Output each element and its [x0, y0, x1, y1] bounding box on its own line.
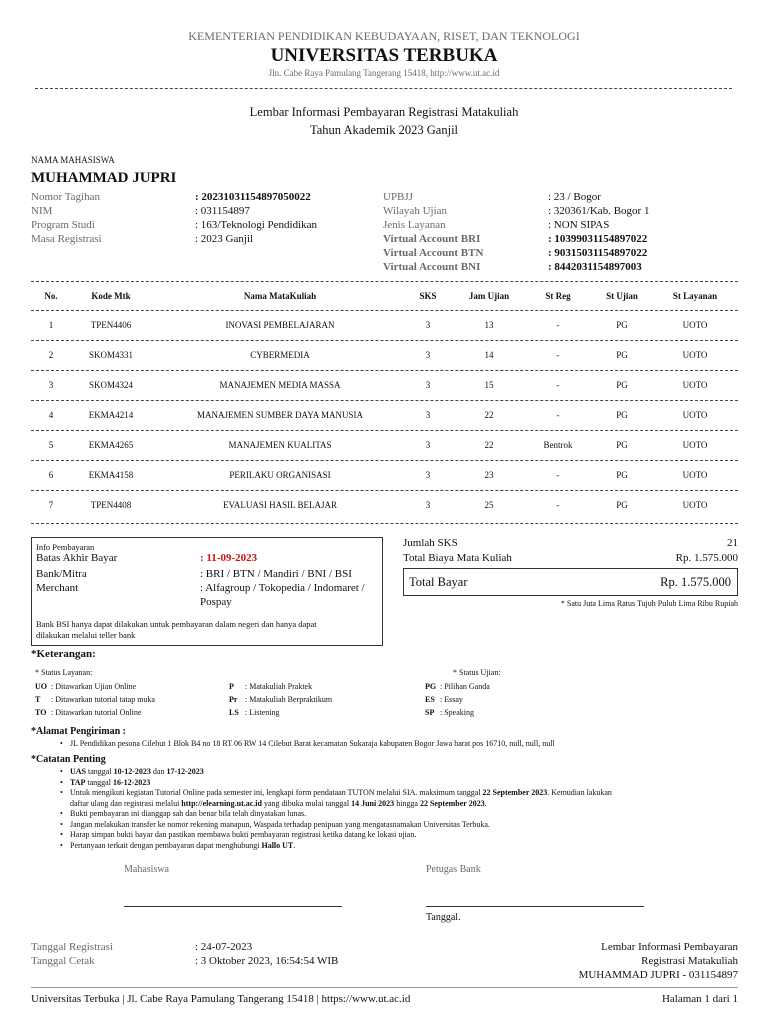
- legend-code: LS: [229, 708, 239, 717]
- university-address: Jln. Cabe Raya Pamulang Tangerang 15418, http://www.ut.ac.id: [268, 68, 500, 78]
- note-date: 22 September 2023: [482, 788, 548, 797]
- note-valid-receipt: • Bukti pembayaran ini dianggap sah dan benar bila telah dinyatakan lunas.: [58, 809, 748, 820]
- cell-exam-hour: 13: [484, 320, 494, 330]
- note-tuton: [58, 788, 748, 809]
- cell-course-name: CYBERMEDIA: [250, 350, 310, 360]
- info-label: Nomor Tagihan: [31, 191, 100, 203]
- legend-text: : Pilihan Ganda: [440, 682, 490, 691]
- note-text: daftar ulang dan registrasi melalui: [70, 798, 182, 808]
- th-reg-status: St Reg: [545, 291, 571, 301]
- note-text: . Kemudian lakukan: [547, 788, 612, 797]
- info-value-program: : 163/Teknologi Pendidikan: [195, 219, 318, 231]
- cell-exam-hour: 14: [484, 350, 494, 360]
- cell-sks: 3: [425, 440, 431, 450]
- student-name: MUHAMMAD JUPRI: [31, 170, 177, 186]
- cell-exam-hour: 23: [484, 470, 494, 480]
- footer-address: Universitas Terbuka | Jl. Cabe Raya Pamulang Tangerang 15418 | https://www.ut.ac.id: [31, 993, 411, 1005]
- student-signature-line: [124, 906, 342, 907]
- note-text: Pertanyaan terkait dengan pembayaran dapat menghubungi: [70, 840, 262, 850]
- legend-text: : Speaking: [440, 708, 474, 717]
- cell-exam-status: PG: [616, 500, 628, 510]
- cell-code: TPEN4406: [90, 320, 132, 330]
- note-fraud-warning: • Jangan melakukan transfer ke nomor rekening manapun, Waspada terhadap penipuan yang mengatasnamakan Universitas Terbuka.: [58, 820, 748, 831]
- service-status-title: * Status Layanan:: [35, 668, 93, 677]
- note-text: Untuk mengikuti kegiatan Tutorial Online pada semester ini, lengkapi form pendataan TUTON melalui SIA. maksimum tanggal: [70, 788, 483, 797]
- cell-no: 1: [48, 320, 54, 330]
- cell-no: 4: [48, 410, 54, 420]
- cell-reg-status: -: [556, 410, 560, 420]
- shipping-address-list: [58, 739, 748, 750]
- payment-box-title: Info Pembayaran: [36, 542, 95, 552]
- legend-code: UO: [35, 682, 47, 691]
- th-service-status: St Layanan: [672, 291, 718, 301]
- cell-exam-hour: 25: [484, 500, 494, 510]
- legend-code: Pr: [229, 695, 238, 704]
- cell-sks: 3: [425, 320, 431, 330]
- page-number: Halaman 1 dari 1: [661, 993, 738, 1005]
- note-date: 22 September 2023: [419, 798, 485, 808]
- legend-text: : Ditawarkan Ujian Online: [51, 682, 137, 691]
- registration-date-value: : 24-07-2023: [195, 941, 253, 953]
- info-label: Virtual Account BTN: [383, 247, 484, 259]
- note-text: tanggal: [86, 767, 114, 776]
- print-date-value: : 3 Oktober 2023, 16:54:54 WIB: [195, 955, 339, 967]
- bsi-note-cont: dilakukan melalui teller bank: [36, 630, 136, 640]
- info-value-upbjj: : 23 / Bogor: [548, 191, 601, 203]
- cell-exam-status: PG: [616, 320, 628, 330]
- legend-code: P: [229, 682, 234, 691]
- note-date: 14 Juni 2023: [351, 798, 395, 808]
- merchant-value: : Alfagroup / Tokopedia / Indomaret /: [200, 582, 365, 594]
- cell-reg-status: -: [556, 500, 560, 510]
- footer-student-id: MUHAMMAD JUPRI - 031154897: [578, 969, 738, 981]
- total-payment-value: Rp. 1.575.000: [660, 575, 731, 589]
- cell-service-status: UOTO: [682, 440, 708, 450]
- note-text: hingga: [394, 798, 420, 808]
- info-label: Virtual Account BRI: [383, 233, 481, 245]
- legend-code: ES: [425, 695, 435, 704]
- total-payment-box: [403, 568, 738, 596]
- note-text: .: [293, 840, 296, 850]
- cell-exam-status: PG: [616, 470, 628, 480]
- cell-sks: 3: [425, 410, 431, 420]
- note-text: TAP: [70, 777, 86, 787]
- th-course-name: Nama MataKuliah: [243, 291, 317, 301]
- sks-total-label: Jumlah SKS: [403, 537, 458, 549]
- cell-service-status: UOTO: [682, 410, 708, 420]
- cell-course-name: MANAJEMEN SUMBER DAYA MANUSIA: [197, 410, 363, 420]
- cell-exam-status: PG: [616, 380, 628, 390]
- cell-exam-hour: 15: [484, 380, 494, 390]
- info-value-period: : 2023 Ganjil: [195, 233, 254, 245]
- note-tap: [58, 778, 748, 789]
- bank-signature-line: [426, 906, 644, 907]
- note-text: tanggal: [85, 777, 113, 787]
- cell-reg-status: -: [556, 470, 560, 480]
- cell-course-name: MANAJEMEN KUALITAS: [228, 440, 332, 450]
- info-value-invoice: : 20231031154897050022: [195, 191, 311, 203]
- info-label: Wilayah Ujian: [383, 205, 448, 217]
- total-payment-label: Total Bayar: [409, 575, 468, 589]
- university-title: UNIVERSITAS TERBUKA: [270, 45, 498, 66]
- th-no: No.: [44, 291, 58, 301]
- cell-sks: 3: [425, 500, 431, 510]
- amount-in-words: * Satu Juta Lima Ratus Tujuh Puluh Lima Ribu Rupiah: [560, 599, 738, 608]
- info-value-va-bni: : 8442031154897003: [548, 261, 642, 273]
- cell-no: 6: [48, 470, 54, 480]
- cell-exam-status: PG: [616, 410, 628, 420]
- cell-reg-status: -: [556, 350, 560, 360]
- row-divider: [31, 370, 738, 371]
- cell-code: EKMA4158: [88, 470, 134, 480]
- important-notes-list: [58, 767, 748, 851]
- footer-divider: [31, 987, 738, 988]
- row-divider: [31, 430, 738, 431]
- merchant-label: Merchant: [36, 582, 79, 594]
- cell-sks: 3: [425, 470, 431, 480]
- cell-course-name: EVALUASI HASIL BELAJAR: [222, 500, 337, 510]
- table-bottom-divider: [31, 523, 738, 524]
- cell-no: 2: [48, 350, 54, 360]
- info-label: NIM: [31, 205, 53, 217]
- footer-doc-title: Lembar Informasi Pembayaran: [601, 941, 738, 953]
- info-value-va-bri: : 10399031154897022: [548, 233, 648, 245]
- cell-no: 7: [48, 500, 54, 510]
- sks-total-value: 21: [727, 537, 738, 549]
- shipping-address: • JL Pendidikan pesona Cilebut 1 Blok B4 no 18 RT 06 RW 14 Cilebut Barat kecamatan Sukaraja kabupaten Bogor Jawa barat pos 16710, null, null, null: [58, 739, 748, 750]
- cell-no: 3: [48, 380, 54, 390]
- cell-exam-hour: 22: [484, 440, 494, 450]
- course-cost-value: Rp. 1.575.000: [675, 552, 738, 564]
- note-uas: [58, 767, 748, 778]
- student-signature-label: Mahasiswa: [124, 864, 169, 875]
- cell-exam-hour: 22: [484, 410, 494, 420]
- legend-text: : Ditawarkan tutorial tatap muka: [51, 695, 155, 704]
- legend-text: : Ditawarkan tutorial Online: [51, 708, 142, 717]
- cell-exam-status: PG: [616, 350, 628, 360]
- info-label: UPBJJ: [383, 191, 413, 203]
- note-text: .: [484, 798, 487, 808]
- deadline-value: : 11-09-2023: [200, 552, 258, 564]
- info-value-exam-region: : 320361/Kab. Bogor 1: [548, 205, 650, 217]
- note-keep-receipt: • Harap simpan bukti bayar dan pastikan membawa bukti pembayaran registrasi ketika datang ke lokasi ujian.: [58, 830, 748, 841]
- cell-sks: 3: [425, 380, 431, 390]
- row-divider: [31, 340, 738, 341]
- legend-code: PG: [425, 682, 437, 691]
- info-label: Virtual Account BNI: [383, 261, 481, 273]
- exam-status-title: * Status Ujian:: [453, 668, 501, 677]
- row-divider: [31, 490, 738, 491]
- note-date: 16-12-2023: [112, 777, 151, 787]
- legend-text: : Matakuliah Berpraktikum: [245, 695, 333, 704]
- note-text: dan: [150, 767, 167, 776]
- cell-code: SKOM4331: [88, 350, 133, 360]
- cell-service-status: UOTO: [682, 380, 708, 390]
- cell-code: SKOM4324: [88, 380, 133, 390]
- th-exam-status: St Ujian: [606, 291, 638, 301]
- info-label: Program Studi: [31, 219, 95, 231]
- th-exam-hour: Jam Ujian: [468, 291, 510, 301]
- cell-service-status: UOTO: [682, 350, 708, 360]
- note-text: yang dibuka mulai tanggal: [261, 798, 352, 808]
- table-header-divider: [31, 310, 738, 311]
- cell-reg-status: Bentrok: [543, 440, 573, 450]
- cell-code: EKMA4265: [88, 440, 134, 450]
- important-notes-title: *Catatan Penting: [31, 754, 106, 765]
- elearning-link[interactable]: http://elearning.ut.ac.id: [181, 798, 262, 808]
- bank-value: : BRI / BTN / Mandiri / BNI / BSI: [200, 568, 352, 580]
- hallo-ut: Hallo UT: [261, 840, 294, 850]
- cell-no: 5: [48, 440, 54, 450]
- cell-course-name: MANAJEMEN MEDIA MASSA: [219, 380, 341, 390]
- cell-service-status: UOTO: [682, 320, 708, 330]
- cell-code: EKMA4214: [88, 410, 134, 420]
- registration-date-label: Tanggal Registrasi: [31, 941, 114, 953]
- cell-reg-status: -: [556, 380, 560, 390]
- info-label: Jenis Layanan: [383, 219, 446, 231]
- print-date-label: Tanggal Cetak: [31, 955, 95, 967]
- academic-year: Tahun Akademik 2023 Ganjil: [309, 123, 459, 137]
- header-divider: [35, 88, 732, 89]
- note-contact: [58, 841, 748, 852]
- legend-text: : Essay: [440, 695, 463, 704]
- note-text: UAS: [70, 767, 87, 776]
- cell-course-name: INOVASI PEMBELAJARAN: [225, 320, 335, 330]
- course-cost-label: Total Biaya Mata Kuliah: [403, 552, 512, 564]
- legend-code: SP: [425, 708, 435, 717]
- payment-info-box: [31, 537, 383, 646]
- legend-code: TO: [35, 708, 47, 717]
- note-date: 17-12-2023: [166, 767, 204, 776]
- row-divider: [31, 460, 738, 461]
- row-divider: [31, 400, 738, 401]
- cell-sks: 3: [425, 350, 431, 360]
- cell-service-status: UOTO: [682, 500, 708, 510]
- cell-service-status: UOTO: [682, 470, 708, 480]
- info-value-va-btn: : 90315031154897022: [548, 247, 648, 259]
- cell-course-name: PERILAKU ORGANISASI: [229, 470, 331, 480]
- signature-date-label: Tanggal.: [426, 912, 461, 923]
- legend-text: : Listening: [245, 708, 280, 717]
- footer-doc-subtitle: Registrasi Matakuliah: [641, 955, 738, 967]
- th-sks: SKS: [419, 291, 437, 301]
- info-value-nim: : 031154897: [195, 205, 250, 217]
- document-title: Lembar Informasi Pembayaran Registrasi Matakuliah: [249, 105, 519, 119]
- student-name-label: NAMA MAHASISWA: [31, 155, 115, 165]
- cell-reg-status: -: [556, 320, 560, 330]
- ministry-title: KEMENTERIAN PENDIDIKAN KEBUDAYAAN, RISET, DAN TEKNOLOGI: [188, 29, 580, 43]
- deadline-label: Batas Akhir Bayar: [36, 552, 118, 564]
- shipping-address-title: *Alamat Pengiriman :: [31, 726, 126, 737]
- table-top-divider: [31, 281, 738, 282]
- cell-code: TPEN4408: [90, 500, 132, 510]
- th-code: Kode Mtk: [91, 291, 131, 301]
- cell-exam-status: PG: [616, 440, 628, 450]
- info-value-service: : NON SIPAS: [548, 219, 610, 231]
- keterangan-title: *Keterangan:: [31, 648, 96, 660]
- merchant-value-cont: Pospay: [200, 596, 232, 608]
- info-label: Masa Registrasi: [31, 233, 102, 245]
- bsi-note: Bank BSI hanya dapat dilakukan untuk pembayaran dalam negeri dan hanya dapat: [36, 619, 317, 629]
- bank-officer-label: Petugas Bank: [426, 864, 481, 875]
- legend-code: T: [35, 695, 41, 704]
- legend-text: : Matakuliah Praktek: [245, 682, 313, 691]
- note-date: 10-12-2023: [113, 767, 151, 776]
- bank-label: Bank/Mitra: [36, 568, 87, 580]
